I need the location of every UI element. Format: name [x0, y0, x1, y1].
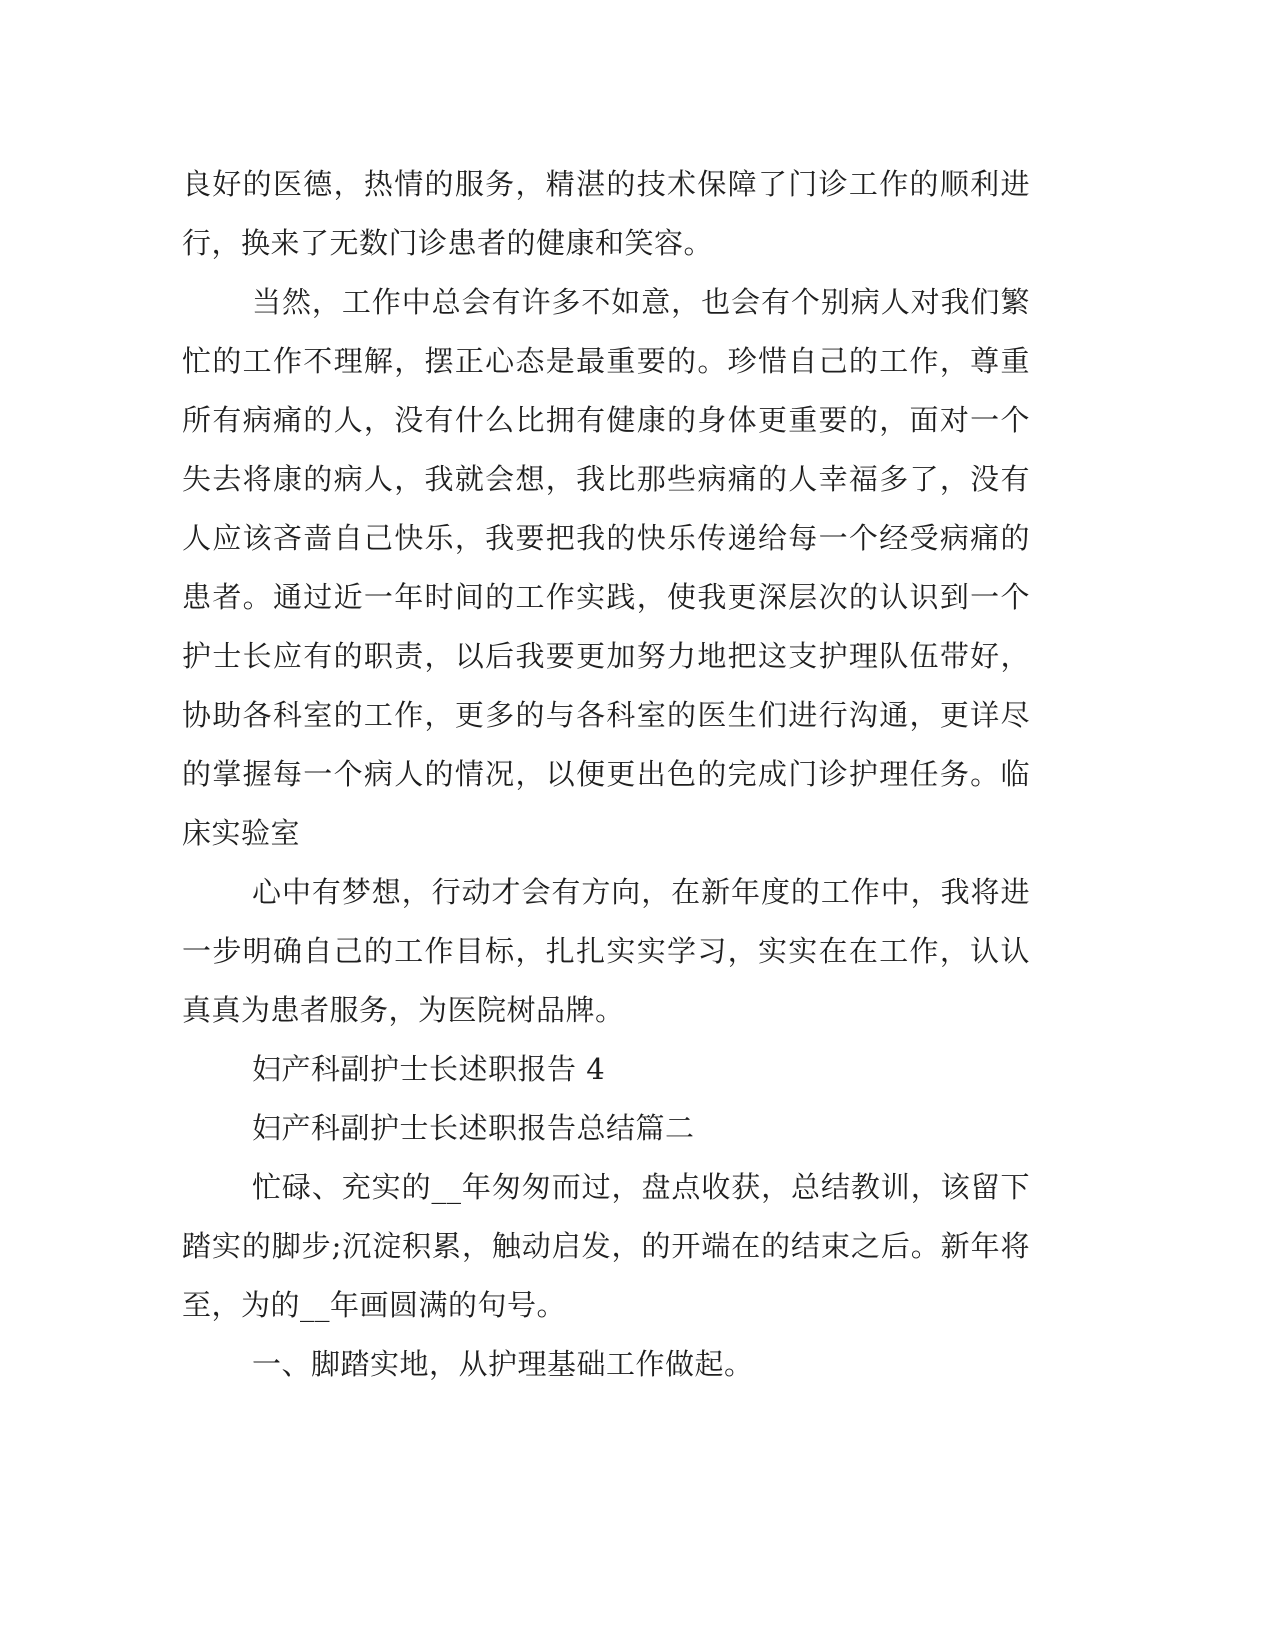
- paragraph-6: 忙碌、充实的__年匆匆而过，盘点收获，总结教训，该留下踏实的脚步;沉淀积累，触动启发，的开端在的结束之后。新年将至，为的__年画圆满的句号。: [182, 1170, 1030, 1322]
- subheading-1: 一、脚踏实地，从护理基础工作做起。: [252, 1347, 754, 1381]
- section-heading-summary-part-2: 妇产科副护士长述职报告总结篇二: [252, 1111, 695, 1145]
- section-heading-report-4: 妇产科副护士长述职报告 4: [252, 1052, 606, 1086]
- paragraph-2: 当然，工作中总会有许多不如意，也会有个别病人对我们繁忙的工作不理解，摆正心态是最重要的。珍惜自己的工作，尊重所有病痛的人，没有什么比拥有健康的身体更重要的，面对一个失去将康的病人，我就会想，我比那些病痛的人幸福多了，没有人应该吝啬自己快乐，我要把我的快乐传递给每一个经受病痛的患者。通过近一年时间的工作实践，使我更深层次的认识到一个护士长应有的职责，以后我要更加努力地把这支护理队伍带好，协助各科室的工作，更多的与各科室的医生们进行沟通，更详尽的掌握每一个病人的情况，以便更出色的完成门诊护理任务。临床实验室: [182, 285, 1030, 850]
- paragraph-1: 良好的医德，热情的服务，精湛的技术保障了门诊工作的顺利进行，换来了无数门诊患者的健康和笑容。: [182, 167, 1030, 260]
- document-body: [182, 155, 1030, 1394]
- paragraph-3: 心中有梦想，行动才会有方向，在新年度的工作中，我将进一步明确自己的工作目标，扎扎实实学习，实实在在工作，认认真真为患者服务，为医院树品牌。: [182, 875, 1030, 1027]
